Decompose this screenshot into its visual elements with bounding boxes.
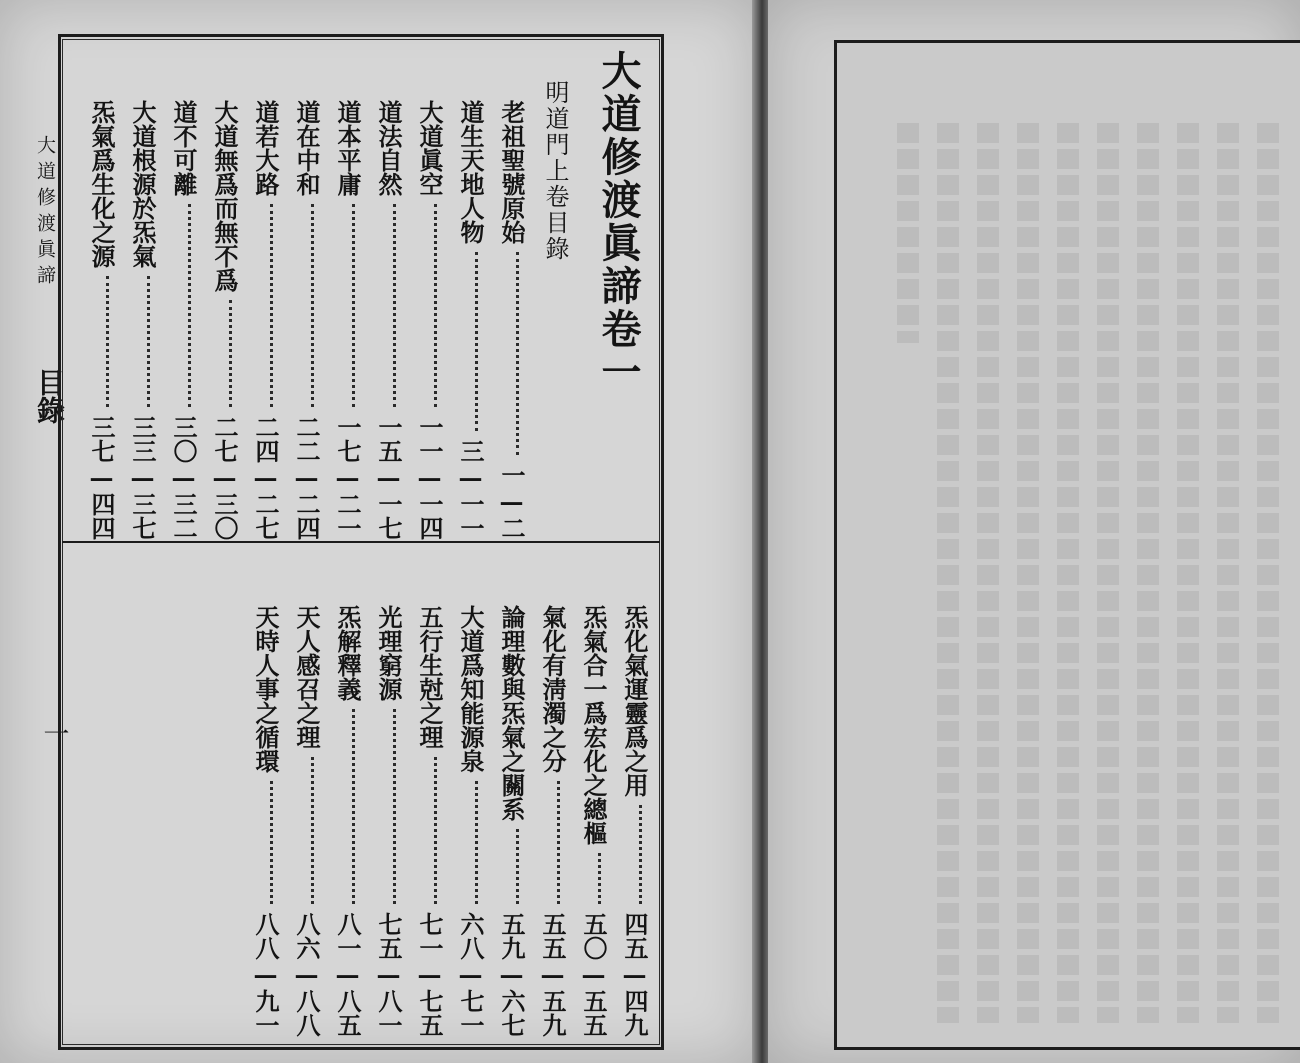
toc-entry bbox=[617, 605, 652, 1037]
leader-dots bbox=[434, 204, 437, 407]
leader-dots bbox=[352, 204, 355, 407]
leader-dots bbox=[557, 781, 560, 904]
toc-entry-title: 氣化有淸濁之分 bbox=[538, 605, 567, 773]
leader-dots bbox=[639, 805, 642, 904]
toc-entry-title: 天時人事之循環 bbox=[251, 605, 280, 773]
leader-dots bbox=[270, 781, 273, 904]
leader-dots bbox=[516, 829, 519, 904]
leader-dots bbox=[311, 757, 314, 904]
toc-entry-title: 論理數與炁氣之關系 bbox=[497, 605, 526, 821]
toc-entry bbox=[494, 100, 529, 540]
right-page-frame bbox=[834, 40, 1300, 1050]
bleed-through-column bbox=[897, 123, 919, 343]
toc-entry bbox=[289, 100, 324, 540]
leader-dots bbox=[352, 709, 355, 904]
toc-entry-pages: 八六—八八 bbox=[292, 912, 321, 1037]
leader-dots bbox=[393, 709, 396, 904]
toc-entry-title: 五行生尅之理 bbox=[415, 605, 444, 749]
leader-dots bbox=[434, 757, 437, 904]
leader-dots bbox=[229, 300, 232, 407]
bleed-through-column bbox=[1257, 123, 1279, 1023]
toc-entry-pages: 四五—四九 bbox=[620, 912, 649, 1037]
toc-entry-pages: 三三—三七 bbox=[128, 415, 157, 540]
toc-entry-title: 天人感召之理 bbox=[292, 605, 321, 749]
toc-entry bbox=[248, 605, 283, 1037]
toc-entry bbox=[576, 605, 611, 1037]
toc-entry-pages: 六八—七一 bbox=[456, 912, 485, 1037]
toc-entry bbox=[412, 605, 447, 1037]
toc-entry-pages: 七五—八一 bbox=[374, 912, 403, 1037]
toc-entry-pages: 八一—八五 bbox=[333, 912, 362, 1037]
toc-entry-title: 光理窮源 bbox=[374, 605, 403, 701]
toc-entry-pages: 二七—三〇 bbox=[210, 415, 239, 540]
toc-entry-pages: 三七—四四 bbox=[87, 415, 116, 540]
leader-dots bbox=[598, 853, 601, 904]
toc-entry-pages: 二四—二七 bbox=[251, 415, 280, 540]
toc-entry bbox=[289, 605, 324, 1037]
toc-entry bbox=[166, 100, 201, 540]
leader-dots bbox=[393, 204, 396, 407]
leader-dots bbox=[188, 204, 191, 407]
bleed-through-column bbox=[1217, 123, 1239, 1023]
toc-entry bbox=[371, 605, 406, 1037]
toc-entry-pages: 八八—九一 bbox=[251, 912, 280, 1037]
toc-entry-pages: 二二—二四 bbox=[292, 415, 321, 540]
toc-entry-title: 道不可離 bbox=[169, 100, 198, 196]
toc-entry-title: 老祖聖號原始 bbox=[497, 100, 526, 244]
toc-entry-title: 道若大路 bbox=[251, 100, 280, 196]
toc-entry-pages: 五九—六七 bbox=[497, 912, 526, 1037]
margin-book-title: 大道修渡眞諦 bbox=[34, 135, 56, 291]
toc-entry bbox=[453, 605, 488, 1037]
toc-entry bbox=[125, 100, 160, 540]
toc-entry-title: 大道爲知能源泉 bbox=[456, 605, 485, 773]
toc-entry-title: 道法自然 bbox=[374, 100, 403, 196]
leader-dots bbox=[147, 276, 150, 407]
toc-entry-title: 大道根源於炁氣 bbox=[128, 100, 157, 268]
leader-dots bbox=[270, 204, 273, 407]
toc-entry-title: 炁化氣運靈爲之用 bbox=[620, 605, 649, 797]
bleed-through-column bbox=[1057, 123, 1079, 1023]
leader-dots bbox=[106, 276, 109, 407]
toc-entry bbox=[412, 100, 447, 540]
leader-dots bbox=[475, 781, 478, 904]
page-number: 一 bbox=[39, 720, 69, 746]
toc-entry bbox=[453, 100, 488, 540]
toc-entry bbox=[330, 605, 365, 1037]
toc-entry bbox=[494, 605, 529, 1037]
leader-dots bbox=[475, 252, 478, 431]
toc-entry-title: 炁解釋義 bbox=[333, 605, 362, 701]
toc-entry-pages: 一七—二一 bbox=[333, 415, 362, 540]
toc-entry bbox=[535, 605, 570, 1037]
bleed-through-column bbox=[1017, 123, 1039, 1023]
bleed-through-column bbox=[1097, 123, 1119, 1023]
toc-entry-title: 道本平庸 bbox=[333, 100, 362, 196]
toc-entry-title: 道生天地人物 bbox=[456, 100, 485, 244]
section-divider bbox=[62, 541, 660, 543]
toc-entry-title: 道在中和 bbox=[292, 100, 321, 196]
toc-entry bbox=[330, 100, 365, 540]
toc-entry-title: 炁氣爲生化之源 bbox=[87, 100, 116, 268]
toc-entry bbox=[84, 100, 119, 540]
leader-dots bbox=[516, 252, 519, 455]
toc-entry bbox=[371, 100, 406, 540]
leader-dots bbox=[311, 204, 314, 407]
toc-subtitle: 明道門上卷目錄 bbox=[541, 80, 569, 262]
toc-entry-pages: 七一—七五 bbox=[415, 912, 444, 1037]
toc-entry-pages: 三—一一 bbox=[456, 439, 485, 540]
volume-title: 大道修渡眞諦卷一 bbox=[595, 50, 642, 394]
margin-section-label: 目錄 bbox=[33, 368, 66, 424]
bleed-through-column bbox=[1177, 123, 1199, 1023]
toc-entry-pages: 三〇—三二 bbox=[169, 415, 198, 540]
toc-entry bbox=[248, 100, 283, 540]
toc-entry-title: 大道無爲而無不爲 bbox=[210, 100, 239, 292]
toc-entry-pages: 一—二 bbox=[497, 463, 526, 540]
toc-entry-pages: 五五—五九 bbox=[538, 912, 567, 1037]
toc-entry-pages: 五〇—五五 bbox=[579, 912, 608, 1037]
bleed-through-column bbox=[977, 123, 999, 1023]
toc-entry-pages: 一一—一四 bbox=[415, 415, 444, 540]
bleed-through-column bbox=[937, 123, 959, 1023]
toc-entry-title: 炁氣合一爲宏化之總樞 bbox=[579, 605, 608, 845]
toc-entry-title: 大道眞空 bbox=[415, 100, 444, 196]
toc-entry-pages: 一五—一七 bbox=[374, 415, 403, 540]
toc-entry bbox=[207, 100, 242, 540]
bleed-through-column bbox=[1137, 123, 1159, 1023]
